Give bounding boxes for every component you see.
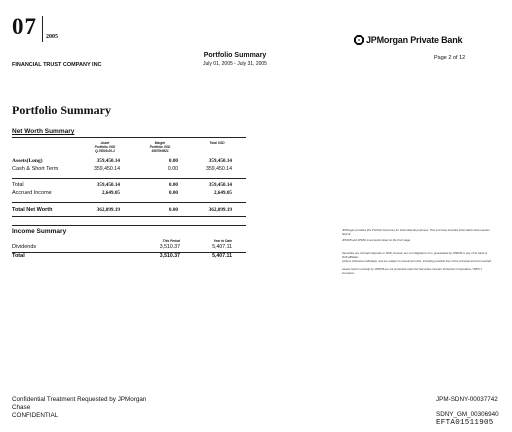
nw-cell: 359,450.14 xyxy=(96,158,120,164)
nw-cell: 359,450.14 xyxy=(206,166,232,172)
page-number: Page 2 of 12 xyxy=(434,55,466,61)
nw-cell: 359,450.14 xyxy=(94,166,120,172)
nw-cell: 362,099.19 xyxy=(96,207,120,213)
company-name: FINANCIAL TRUST COMPANY INC xyxy=(12,62,102,68)
bates-number: JPM-SDNY-00037742 xyxy=(436,396,498,403)
bates-number: SDNY_GM_00306940 xyxy=(436,411,499,418)
confidential-label: CONFIDENTIAL xyxy=(12,412,59,419)
nw-cell: 2,649.05 xyxy=(213,190,232,196)
nw-cell: 0.00 xyxy=(168,190,178,196)
confidential-request-line: Chase xyxy=(12,404,31,411)
nw-col-header-line: Total USD xyxy=(209,141,225,145)
nw-col-header-line: Portfolio USD xyxy=(94,145,116,149)
confidential-request-line: Confidential Treatment Requested by JPMorgan xyxy=(12,396,147,403)
net-worth-top-rule xyxy=(12,137,246,138)
nw-divider xyxy=(12,178,246,179)
income-cell: 3,510.37 xyxy=(159,253,180,259)
nw-cell: 0.00 xyxy=(168,207,178,213)
income-cell: 3,510.37 xyxy=(159,244,180,250)
nw-divider xyxy=(12,202,246,203)
nw-col-total-header xyxy=(192,141,242,145)
nw-cell: 359,450.14 xyxy=(208,182,232,188)
nw-col-header-line: Q-76809-00-1 xyxy=(95,149,115,153)
bank-name: JPMorgan Private Bank xyxy=(366,35,463,45)
efta-number: EFTA01511905 xyxy=(436,419,494,427)
income-cell: 5,407.11 xyxy=(212,244,232,250)
income-title: Income Summary xyxy=(12,228,67,235)
nw-cell: 0.00 xyxy=(167,166,178,172)
statement-month: 07 xyxy=(12,14,37,39)
report-period: July 01, 2005 - July 31, 2005 xyxy=(203,61,267,67)
income-row-label: Total xyxy=(12,253,25,259)
nw-row-label: Total xyxy=(12,182,24,188)
net-worth-title: Net Worth Summary xyxy=(12,128,75,135)
income-cell: 5,407.11 xyxy=(212,253,232,259)
statement-year: 2005 xyxy=(46,34,58,40)
bank-logo xyxy=(354,35,462,45)
nw-bottom-rule xyxy=(12,216,246,217)
income-top-rule xyxy=(12,225,246,226)
disclaimer-text: Assets held in custody by JPMCB are not protected under the Securities Investor Protection Corporation ("SIPC") insurance. xyxy=(342,267,483,275)
disclaimer-text: Securities are not bank deposits or FDIC insured, are not obligations of or guaranteed by JPMCB or any of its bank or thrift affiliates xyxy=(342,251,488,259)
section-title: Portfolio Summary xyxy=(12,103,111,117)
nw-row-label: Cash & Short Term xyxy=(12,166,59,172)
nw-cell: 359,450.14 xyxy=(96,182,120,188)
month-divider xyxy=(42,16,43,42)
nw-row-label: Total Net Worth xyxy=(12,207,53,213)
nw-col-asset-header xyxy=(80,141,130,153)
jpmorgan-octagon-icon xyxy=(354,35,364,45)
nw-col-header-line: Margin xyxy=(154,141,166,145)
nw-col-margin-header xyxy=(140,141,180,153)
income-col-header: This Period xyxy=(162,239,180,243)
disclaimer-text: (unless otherwise indicated), and are subject to investment risks, including possible loss of the principal amount invested. xyxy=(342,259,492,263)
disclaimer-text: JPMorgan provides this Portfolio Summary for informational purposes. This summary includes information about assets held at xyxy=(342,228,490,236)
nw-col-header-line: 19870HM21 xyxy=(151,149,169,153)
nw-row-label: Assets(Long) xyxy=(12,158,43,164)
income-row-label: Dividends xyxy=(12,244,37,250)
nw-cell: 362,099.19 xyxy=(208,207,232,213)
report-title: Portfolio Summary xyxy=(203,52,267,59)
nw-cell: 2,649.05 xyxy=(101,190,120,196)
income-col-header: Year to Date xyxy=(213,239,232,243)
nw-row-label: Accrued Income xyxy=(12,190,52,196)
disclaimer-text: JPMCB and JPMSI in accounts listed on the front page. xyxy=(342,238,411,242)
nw-cell: 359,450.14 xyxy=(208,158,232,164)
nw-cell: 0.00 xyxy=(168,158,178,164)
nw-col-header-line: Asset xyxy=(100,141,110,145)
nw-col-header-line: Portfolio USD xyxy=(149,145,171,149)
nw-cell: 0.00 xyxy=(168,182,178,188)
